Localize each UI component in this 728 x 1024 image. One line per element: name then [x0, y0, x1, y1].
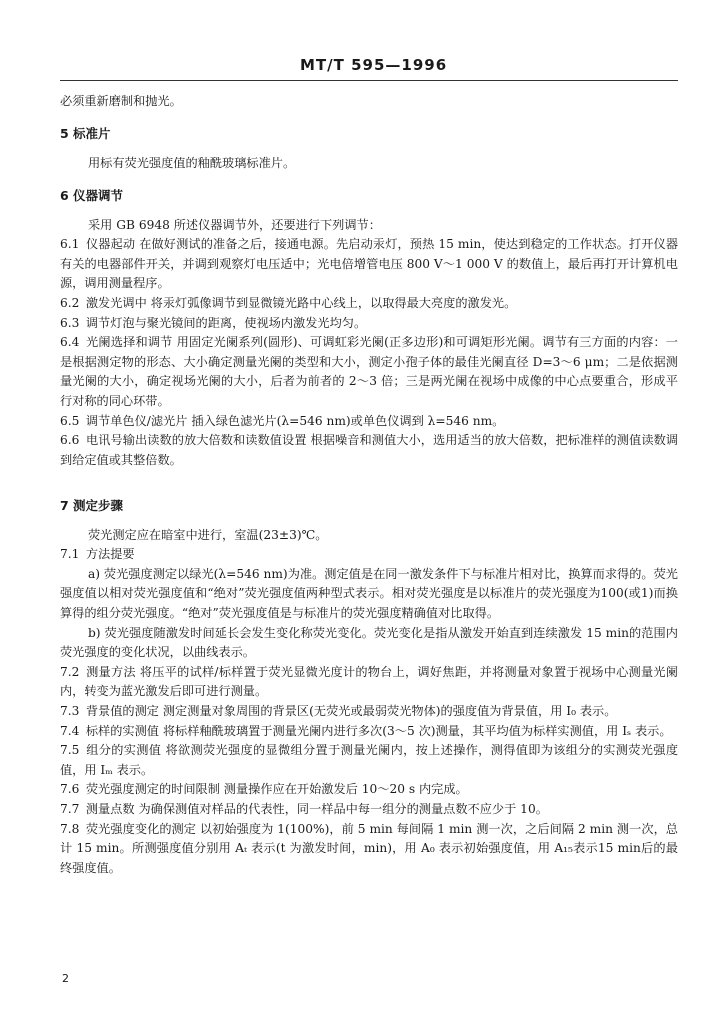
item-6-6-num: 6.6 [60, 433, 80, 448]
item-7-2 [60, 663, 678, 702]
item-6-5-num: 6.5 [60, 413, 80, 428]
item-7-5-num: 7.5 [60, 743, 80, 758]
item-6-1-num: 6.1 [60, 237, 80, 252]
item-7-1 [60, 545, 678, 565]
item-6-5-text: 调节单色仪/滤光片 插入绿色滤光片(λ=546 nm)或单色仪调到 λ=546 nm。 [85, 413, 505, 428]
item-6-2-num: 6.2 [60, 295, 80, 310]
page-number: 2 [62, 972, 69, 985]
item-7-3 [60, 702, 678, 722]
section-7 [60, 496, 678, 878]
item-7-2-num: 7.2 [60, 664, 80, 679]
item-6-3-num: 6.3 [60, 315, 80, 330]
page-header: MT/T 595—1996 [300, 56, 448, 74]
item-7-5-text: 组分的实测值 将欲测荧光强度的显微组分置于测量光阑内，按上述操作，测得值即为该组分的实测荧光强度值，用 Iₘ 表示。 [60, 743, 679, 777]
continuation-text: 必须重新磨制和抛光。 [60, 94, 182, 108]
item-7-1-b: b) 荧光强度随激发时间延长会发生变化称荧光变化。荧光变化是指从激发开始直到连续激发 15 min的范围内荧光强度的变化状况，以曲线表示。 [60, 625, 678, 660]
item-7-4-num: 7.4 [60, 723, 80, 738]
item-7-8-text: 荧光强度变化的测定 以初始强度为 1(100%)，前 5 min 每间隔 1 min 测一次，之后间隔 2 min 测一次，总计 15 min。所测强度值分别用 Aₜ 表示(t 为激发时间，min)，用 A₀ 表示初始强度值，用 A₁₅表示15 min后的最终强度值。 [60, 821, 678, 875]
item-6-2 [60, 294, 678, 314]
item-7-1-num: 7.1 [60, 547, 80, 562]
section-5-text: 用标有荧光强度值的釉酰玻璃标准片。 [88, 155, 296, 170]
item-7-6 [60, 780, 678, 800]
item-6-3 [60, 314, 678, 334]
item-6-4-text: 光阑选择和调节 用固定光阑系列(圆形)、可调虹彩光阑(正多边形)和可调矩形光阑。调节有三方面的内容：一是根据测定物的形态、大小确定测量光阑的类型和大小，测定小孢子体的最佳光阑直径 D=3～6 μm；二是依据测量光阑的大小，确定视场光阑的大小，后者为前者的 2～3 倍；三是两光阑在视场中成像的中心点要重合，形成平行对称的同心环带。 [60, 335, 678, 408]
item-6-5 [60, 412, 678, 432]
item-6-6-text: 电讯号输出读数的放大倍数和读数值设置 根据噪音和测值大小，选用适当的放大倍数，把标准样的测值读数调到给定值或其整倍数。 [60, 433, 679, 467]
section-5 [60, 124, 678, 173]
section-7-heading: 7 测定步骤 [60, 498, 124, 513]
item-6-3-text: 调节灯泡与聚光镜间的距离，使视场内激发光均匀。 [85, 315, 367, 330]
item-7-5 [60, 741, 678, 780]
header-rule [60, 80, 678, 81]
item-7-8 [60, 820, 678, 879]
item-6-4 [60, 333, 678, 411]
item-6-4-num: 6.4 [60, 335, 80, 350]
section-5-heading: 5 标准片 [60, 126, 111, 141]
item-7-3-text: 背景值的测定 测定测量对象周围的背景区(无荧光或最弱荧光物体)的强度值为背景值，用 I₀ 表示。 [85, 703, 617, 718]
item-7-7-num: 7.7 [60, 801, 80, 816]
item-7-6-text: 荧光强度测定的时间限制 测量操作应在开始激发后 10～20 s 内完成。 [85, 782, 468, 797]
item-6-1 [60, 235, 678, 294]
item-7-6-num: 7.6 [60, 782, 80, 797]
item-7-8-num: 7.8 [60, 821, 80, 836]
section-6 [60, 186, 678, 470]
item-7-3-num: 7.3 [60, 703, 80, 718]
item-6-6 [60, 431, 678, 470]
item-7-4-text: 标样的实测值 将标样釉酰玻璃置于测量光阑内进行多次(3～5 次)测量，其平均值为标样实测值，用 Iₛ 表示。 [85, 723, 672, 738]
item-7-1-title: 方法提要 [85, 547, 135, 562]
item-6-1-text: 仪器起动 在做好测试的准备之后，接通电源。先启动汞灯，预热 15 min，使达到稳定的工作状态。打开仪器有关的电器部件开关，并调到观察灯电压适中；光电倍增管电压 800 V～1 000 V 的数值上，最后再打开计算机电源，调用测量程序。 [60, 237, 679, 291]
item-7-7 [60, 800, 678, 820]
section-6-heading: 6 仪器调节 [60, 188, 124, 203]
item-7-7-text: 测量点数 为确保测值对样品的代表性，同一样品中每一组分的测量点数不应少于 10。 [85, 801, 548, 816]
item-7-2-text: 测量方法 将压平的试样/标样置于荧光显微光度计的物台上，调好焦距，并将测量对象置于视场中心测量光阑内，转变为蓝光激发后即可进行测量。 [60, 664, 678, 699]
item-7-1-a: a) 荧光强度测定以绿光(λ=546 nm)为准。测定值是在同一激发条件下与标准片相对比，换算而求得的。荧光强度值以相对荧光强度值和“绝对”荧光强度值两种型式表示。相对荧光强度是以标准片的荧光强度为100(或1)而换算得的组分荧光强度。“绝对”荧光强度值是与标准片的荧光强度精确值对比取得。 [60, 566, 678, 620]
item-7-4 [60, 722, 678, 742]
section-6-intro: 采用 GB 6948 所述仪器调节外，还要进行下列调节： [88, 217, 381, 232]
continuation-block [60, 92, 678, 112]
section-7-intro: 荧光测定应在暗室中进行，室温(23±3)℃。 [88, 527, 328, 542]
item-6-2-text: 激发光调中 将汞灯弧像调节到显微镜光路中心线上，以取得最大亮度的激发光。 [85, 295, 517, 310]
